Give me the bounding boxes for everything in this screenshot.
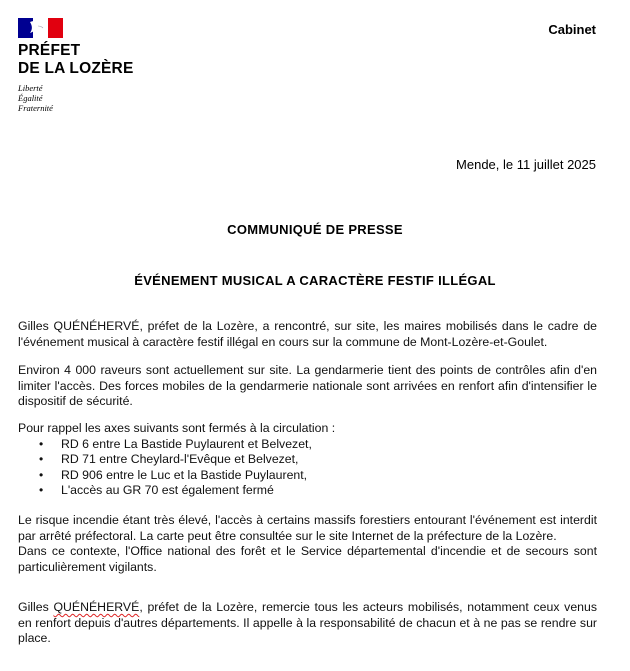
roads-intro: Pour rappel les axes suivants sont fermés à la circulation : [18,421,336,435]
prefect-name-thanks: QUÉNÉHERVÉ [53,600,140,614]
closed-roads-list [18,437,597,499]
paragraph-fire-risk [18,513,597,575]
paragraph-thanks [18,600,597,647]
list-item [18,483,597,499]
fire-risk-text: Le risque incendie étant très élevé, l'accès à certains massifs forestiers entourant l'événement est interdit par arrêté préfectoral. La carte peut être consultée sur le site Internet de la préfecture de la Lozère. [18,513,597,543]
bullet-icon: • [39,483,44,497]
republic-motto [18,83,53,113]
road-item-text: RD 6 entre La Bastide Puylaurent et Belvezet, [61,436,312,451]
motto-egalite: Égalité [18,93,43,103]
bullet-icon: • [39,467,44,482]
prefet-line-1: PRÉFET [18,42,81,59]
paragraph-ravers [18,363,597,410]
bullet-icon: • [39,436,44,451]
road-item-text: L'accès au GR 70 est également fermé [61,483,274,497]
prefecture-name [18,42,134,78]
thanks-start: Gilles [18,600,54,614]
department-label: Cabinet [548,22,596,37]
marianne-flag-icon [18,18,63,38]
list-item [18,468,597,484]
communique-title: COMMUNIQUÉ DE PRESSE [227,222,403,237]
list-item [18,437,597,453]
bullet-icon: • [39,452,44,466]
motto-liberte: Liberté [18,83,43,93]
list-item [18,452,597,468]
paragraph-ravers-text: Environ 4 000 raveurs sont actuellement sur site. La gendarmerie tient des points de contrôles afin d'en limiter l'accès. Des forces mobiles de la gendarmerie nationale sont arrivées en renfort afin d'intensifier le dispositif de sécurité. [18,363,597,408]
prefet-line-2: DE LA LOZÈRE [18,60,134,77]
road-item-text: RD 906 entre le Luc et la Bastide Puylaurent, [61,467,308,482]
road-item-text: RD 71 entre Cheylard-l'Evêque et Belvezet, [61,452,299,466]
event-title: ÉVÉNEMENT MUSICAL A CARACTÈRE FESTIF ILLÉGAL [134,273,496,288]
motto-fraternite: Fraternité [18,103,53,113]
paragraph-meeting [18,319,597,350]
vigilance-text: Dans ce contexte, l'Office national des forêt et le Service départemental d'incendie et de secours sont particulièrement vigilants. [18,544,597,574]
thanks-text: , préfet de la Lozère, remercie tous les acteurs mobilisés, notamment ceux venus en renfort depuis d'autres départements. Il appelle à la responsabilité de chacun et à ne pas se rendre sur place. [18,600,597,645]
paragraph-meeting-text: , préfet de la Lozère, a rencontré, sur site, les maires mobilisés dans le cadre de l'événement musical à caractère festif illégal en cours sur la commune de Mont-Lozère-et-Goulet. [18,319,597,349]
paragraph-roads [18,421,597,499]
release-date: Mende, le 11 juillet 2025 [456,157,596,172]
prefect-name: Gilles QUÉNÉHERVÉ [18,319,140,333]
